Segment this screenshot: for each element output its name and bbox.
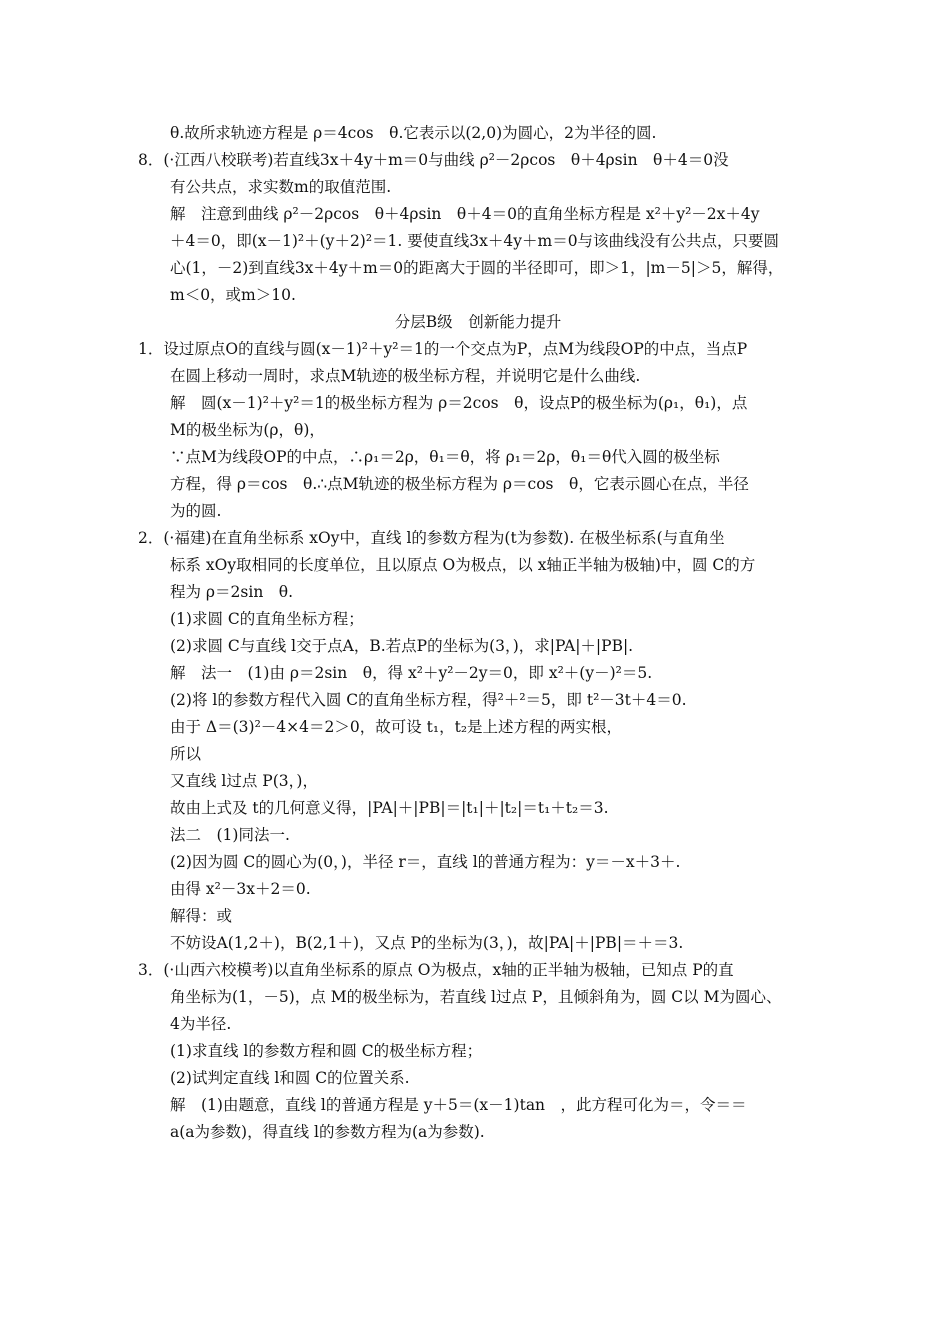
text-line: 标系 xOy取相同的长度单位，且以原点 O为极点，以 x轴正半轴为极轴)中，圆 C的方 — [170, 556, 756, 574]
solution-line: 解 注意到曲线 ρ²－2ρcos θ＋4ρsin θ＋4＝0的直角坐标方程是 x²＋y²－2x＋4y — [170, 205, 760, 223]
text-line: ∵点M为线段OP的中点，∴ρ₁＝2ρ，θ₁＝θ，将 ρ₁＝2ρ，θ₁＝θ代入圆的极坐标 — [170, 448, 720, 466]
text-line: 所以 — [170, 745, 202, 763]
solution-line: 解 (1)由题意，直线 l的普通方程是 y＋5＝(x－1)tan ，此方程可化为＝，令＝＝ — [170, 1096, 747, 1114]
text-line: 由得 x²－3x＋2＝0. — [170, 880, 311, 898]
text-line: 由于 Δ＝(3)²－4×4＝2＞0，故可设 t₁，t₂是上述方程的两实根， — [170, 718, 623, 736]
text-line: 4为半径. — [170, 1015, 232, 1033]
text-line: (2)将 l的参数方程代入圆 C的直角坐标方程，得²＋²＝5，即 t²－3t＋4＝0. — [170, 691, 687, 709]
problem-8-line: 8．(·江西八校联考)若直线3x＋4y＋m＝0与曲线 ρ²－2ρcos θ＋4ρsin θ＋4＝0没 — [138, 151, 729, 169]
text-line: 又直线 l过点 P(3，)， — [170, 772, 318, 790]
text-line: 故由上式及 t的几何意义得，|PA|＋|PB|＝|t₁|＋|t₂|＝t₁＋t₂＝3. — [170, 799, 609, 817]
solution-line: 解 法一 (1)由 ρ＝2sin θ，得 x²＋y²－2y＝0，即 x²＋(y－)²＝5. — [170, 664, 653, 682]
text-line: 法二 (1)同法一. — [170, 826, 290, 844]
problem-1-line: 1．设过原点O的直线与圆(x－1)²＋y²＝1的一个交点为P，点M为线段OP的中点，当点P — [138, 340, 748, 358]
subquestion-line: (1)求直线 l的参数方程和圆 C的极坐标方程； — [170, 1042, 483, 1060]
text-line: 在圆上移动一周时，求点M轨迹的极坐标方程，并说明它是什么曲线. — [170, 367, 641, 385]
text-line: 方程，得 ρ＝cos θ.∴点M轨迹的极坐标方程为 ρ＝cos θ，它表示圆心在点，半径 — [170, 475, 749, 493]
section-heading: 分层B级 创新能力提升 — [394, 313, 562, 331]
text-line: 为的圆. — [170, 502, 222, 520]
subquestion-line: (2)试判定直线 l和圆 C的位置关系. — [170, 1069, 410, 1087]
document-body — [138, 120, 818, 1146]
text-line: θ.故所求轨迹方程是 ρ＝4cos θ.它表示以(2,0)为圆心，2为半径的圆. — [170, 124, 657, 142]
text-line: 有公共点，求实数m的取值范围. — [170, 178, 392, 196]
text-line: (2)因为圆 C的圆心为(0，)，半径 r＝，直线 l的普通方程为：y＝－x＋3＋. — [170, 853, 681, 871]
subquestion-line: (2)求圆 C与直线 l交于点A，B.若点P的坐标为(3，)，求|PA|＋|PB|. — [170, 637, 634, 655]
text-line: 解得：或 — [170, 907, 233, 925]
problem-2-line: 2．(·福建)在直角坐标系 xOy中，直线 l的参数方程为(t为参数). 在极坐标系(与直角坐 — [138, 529, 725, 547]
text-line: 角坐标为(1，－5)，点 M的极坐标为，若直线 l过点 P，且倾斜角为，圆 C以 M为圆心、 — [170, 988, 782, 1006]
text-line: ＋4＝0，即(x－1)²＋(y＋2)²＝1. 要使直线3x＋4y＋m＝0与该曲线没有公共点，只要圆 — [170, 232, 780, 250]
text-line: m＜0，或m＞10. — [170, 286, 296, 304]
text-line: 心(1，－2)到直线3x＋4y＋m＝0的距离大于圆的半径即可，即＞1，|m－5|＞5，解得， — [170, 259, 784, 277]
text-line: a(a为参数)，得直线 l的参数方程为(a为参数). — [170, 1123, 485, 1141]
text-line: M的极坐标为(ρ，θ)， — [170, 421, 325, 439]
solution-line: 解 圆(x－1)²＋y²＝1的极坐标方程为 ρ＝2cos θ，设点P的极坐标为(ρ₁，θ₁)，点 — [170, 394, 748, 412]
subquestion-line: (1)求圆 C的直角坐标方程； — [170, 610, 364, 628]
text-line: 程为 ρ＝2sin θ. — [170, 583, 294, 601]
problem-3-line: 3．(·山西六校模考)以直角坐标系的原点 O为极点，x轴的正半轴为极轴，已知点 P的直 — [138, 961, 734, 979]
text-line: 不妨设A(1,2＋)，B(2,1＋)，又点 P的坐标为(3，)，故|PA|＋|PB|＝＋＝3. — [170, 934, 684, 952]
